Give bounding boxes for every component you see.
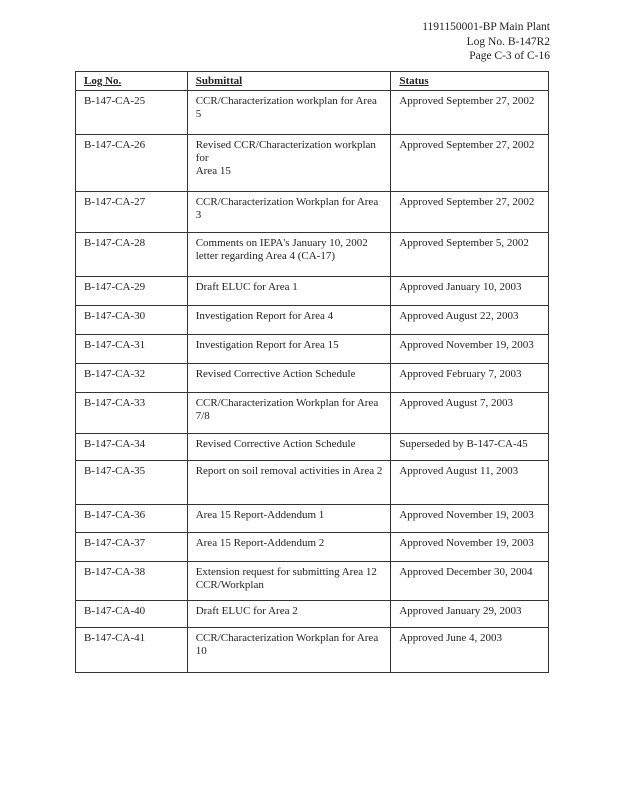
column-header-submittal: Submittal (187, 72, 391, 91)
status-cell: Superseded by B-147-CA-45 (391, 434, 549, 461)
status-cell: Approved November 19, 2003 (391, 335, 549, 364)
table-header-row (76, 72, 549, 91)
table-row (76, 135, 549, 192)
submittal-cell: Investigation Report for Area 15 (187, 335, 391, 364)
submittal-log-table (75, 71, 549, 673)
table-row (76, 533, 549, 562)
submittal-cell: CCR/Characterization Workplan for Area 3 (187, 192, 391, 233)
log-number-cell: B-147-CA-31 (76, 335, 188, 364)
table-row (76, 364, 549, 393)
log-number-cell: B-147-CA-30 (76, 306, 188, 335)
submittal-cell: Area 15 Report-Addendum 2 (187, 533, 391, 562)
column-header-log-no: Log No. (76, 72, 188, 91)
log-number-cell: B-147-CA-36 (76, 505, 188, 533)
submittal-cell: CCR/Characterization Workplan for Area 7/8 (187, 393, 391, 434)
submittal-cell: CCR/Characterization workplan for Area 5 (187, 91, 391, 135)
status-cell: Approved February 7, 2003 (391, 364, 549, 393)
status-cell: Approved August 22, 2003 (391, 306, 549, 335)
table-row (76, 192, 549, 233)
table-row (76, 562, 549, 601)
submittal-cell: Extension request for submitting Area 12 CCR/Workplan (187, 562, 391, 601)
table-row (76, 601, 549, 628)
submittal-cell: Revised Corrective Action Schedule (187, 364, 391, 393)
log-number-cell: B-147-CA-40 (76, 601, 188, 628)
status-cell: Approved June 4, 2003 (391, 628, 549, 673)
table-row (76, 91, 549, 135)
log-number-cell: B-147-CA-25 (76, 91, 188, 135)
log-number-cell: B-147-CA-27 (76, 192, 188, 233)
status-cell: Approved September 5, 2002 (391, 233, 549, 277)
log-number-cell: B-147-CA-34 (76, 434, 188, 461)
status-cell: Approved September 27, 2002 (391, 192, 549, 233)
column-header-status: Status (391, 72, 549, 91)
submittal-cell: Investigation Report for Area 4 (187, 306, 391, 335)
status-cell: Approved September 27, 2002 (391, 135, 549, 192)
header-site-line: 1191150001-BP Main Plant (422, 21, 550, 33)
submittal-cell: Draft ELUC for Area 2 (187, 601, 391, 628)
submittal-cell: Draft ELUC for Area 1 (187, 277, 391, 306)
submittal-cell: Report on soil removal activities in Area 2 (187, 461, 391, 505)
submittal-cell: Area 15 Report-Addendum 1 (187, 505, 391, 533)
table-row (76, 277, 549, 306)
status-cell: Approved November 19, 2003 (391, 533, 549, 562)
table-row (76, 628, 549, 673)
document-header (422, 20, 550, 64)
log-number-cell: B-147-CA-33 (76, 393, 188, 434)
log-number-cell: B-147-CA-28 (76, 233, 188, 277)
status-cell: Approved September 27, 2002 (391, 91, 549, 135)
table-row (76, 393, 549, 434)
table-row (76, 306, 549, 335)
submittal-cell: Comments on IEPA's January 10, 2002 letter regarding Area 4 (CA-17) (187, 233, 391, 277)
status-cell: Approved December 30, 2004 (391, 562, 549, 601)
log-number-cell: B-147-CA-35 (76, 461, 188, 505)
submittal-cell: Revised CCR/Characterization workplan for Area 15 (187, 135, 391, 192)
status-cell: Approved November 19, 2003 (391, 505, 549, 533)
table-row (76, 335, 549, 364)
log-number-cell: B-147-CA-41 (76, 628, 188, 673)
header-page-number: Page C-3 of C-16 (469, 50, 550, 62)
log-number-cell: B-147-CA-38 (76, 562, 188, 601)
status-cell: Approved January 10, 2003 (391, 277, 549, 306)
log-number-cell: B-147-CA-37 (76, 533, 188, 562)
status-cell: Approved January 29, 2003 (391, 601, 549, 628)
log-number-cell: B-147-CA-29 (76, 277, 188, 306)
table-row (76, 434, 549, 461)
header-log-number: Log No. B-147R2 (466, 35, 550, 48)
table-row (76, 505, 549, 533)
log-number-cell: B-147-CA-32 (76, 364, 188, 393)
status-cell: Approved August 11, 2003 (391, 461, 549, 505)
table-row (76, 233, 549, 277)
submittal-cell: CCR/Characterization Workplan for Area 10 (187, 628, 391, 673)
status-cell: Approved August 7, 2003 (391, 393, 549, 434)
log-number-cell: B-147-CA-26 (76, 135, 188, 192)
submittal-cell: Revised Corrective Action Schedule (187, 434, 391, 461)
table-row (76, 461, 549, 505)
